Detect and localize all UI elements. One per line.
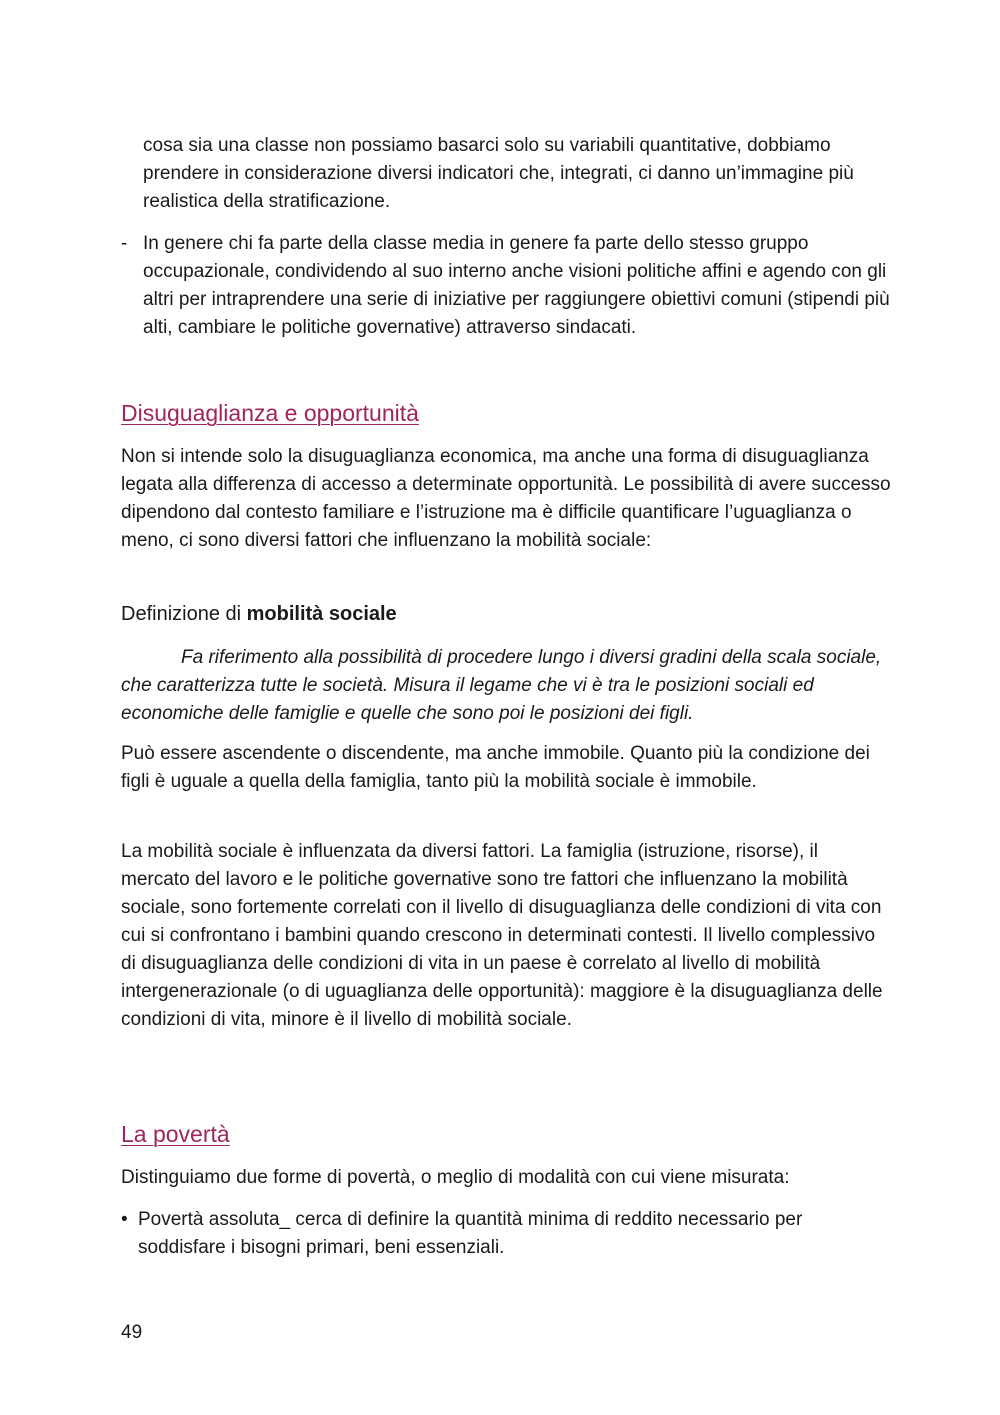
section-heading-disuguaglianza: Disuguaglianza e opportunità xyxy=(121,400,419,426)
paragraph-intro-disuguaglianza: Non si intende solo la disuguaglianza economica, ma anche una forma di disuguaglianza legata alla differenza di accesso a determinate opportunità. Le possibilità di avere successo dipendono dal contesto familiare e l’istruzione ma è difficile quantificare l’uguaglianza o meno, ci sono diversi fattori che influenzano la mobilità sociale: xyxy=(121,446,891,551)
paragraph-ascendente: Può essere ascendente o discendente, ma anche immobile. Quanto più la condizione dei figli è uguale a quella della famiglia, tanto più la mobilità sociale è immobile. xyxy=(121,743,870,792)
list-item-continuation: cosa sia una classe non possiamo basarci solo su variabili quantitative, dobbiamo prendere in considerazione diversi indicatori che, integrati, ci danno un’immagine più realistica della stratificazione. xyxy=(143,135,854,212)
list-item-classe-media: In genere chi fa parte della classe media in genere fa parte dello stesso gruppo occupazionale, condividendo al suo interno anche visioni politiche affini e agendo con gli altri per intraprendere una serie di iniziative per raggiungere obiettivi comuni (stipendi più alti, cambiare le politiche governative) attraverso sindacati. xyxy=(143,233,890,338)
paragraph-intro-poverta: Distinguiamo due forme di povertà, o meglio di modalità con cui viene misurata: xyxy=(121,1167,790,1188)
list-item-poverta-assoluta: Povertà assoluta_ cerca di definire la quantità minima di reddito necessario per soddisfare i bisogni primari, beni essenziali. xyxy=(138,1209,803,1258)
bullet-marker: • xyxy=(121,1209,128,1230)
section-heading-poverta: La povertà xyxy=(121,1121,230,1147)
paragraph-fattori-mobilita: La mobilità sociale è influenzata da diversi fattori. La famiglia (istruzione, risorse), il mercato del lavoro e le politiche governative sono tre fattori che influenzano la mobilità sociale, sono fortemente correlati con il livello di disuguaglianza delle condizioni di vita con cui si confrontano i bambini quando crescono in determinati contesti. Il livello complessivo di disuguaglianza delle condizioni di vita in un paese è correlato al livello di mobilità intergenerazionale (o di uguaglianza delle opportunità): maggiore è la disuguaglianza delle condizioni di vita, minore è il livello di mobilità sociale. xyxy=(121,841,883,1030)
definition-term: mobilità sociale xyxy=(246,603,397,625)
page-number: 49 xyxy=(121,1322,143,1343)
definition-text: Fa riferimento alla possibilità di procedere lungo i diversi gradini della scala sociale, che caratterizza tutte le società. Misura il legame che vi è tra le posizioni sociali ed economiche delle famiglie e quelle che sono poi le posizioni dei figli. xyxy=(121,647,882,724)
definition-heading xyxy=(121,600,397,628)
dash-bullet-marker: - xyxy=(121,233,128,254)
definition-prefix: Definizione di xyxy=(121,603,247,625)
